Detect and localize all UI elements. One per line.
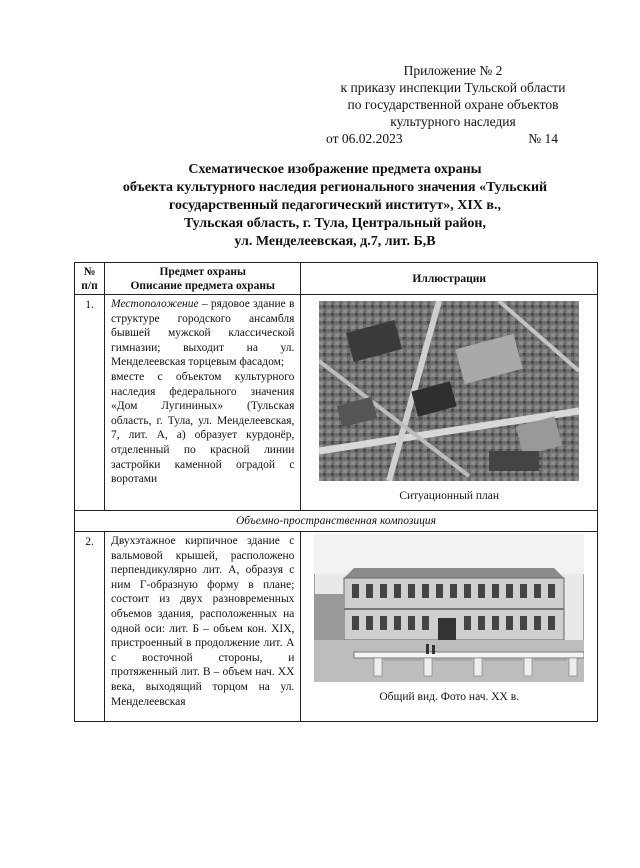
building-photo-image	[314, 534, 584, 682]
document-title	[80, 161, 590, 251]
order-date: от 06.02.2023	[326, 131, 403, 146]
photo-caption: Общий вид. Фото нач. XX в.	[379, 690, 520, 703]
description-text: вместе с объектом культурного наследия федерального значения «Дом Лугининых» (Тульская область, г. Тула, ул. Менделеевская, 7, лит. А, а) образует курдонёр, отделенный по красной линии застройки каменной оградой с воротами	[111, 370, 295, 486]
header-text: п/п	[81, 279, 98, 292]
header-number	[75, 263, 105, 295]
appendix-line: к приказу инспекции Тульской области	[340, 80, 566, 95]
appendix-date-row	[318, 130, 588, 147]
protection-table	[74, 262, 598, 722]
illustration-cell	[301, 532, 598, 722]
section-heading: Объемно-пространственная композиция	[75, 511, 598, 532]
appendix-header	[318, 62, 588, 147]
description-text: – рядовое здание в структуре городского ансамбля бывшей мужской классической гимназии; выходит на ул. Менделеевская торцевым фасадом;	[111, 298, 295, 369]
order-number: № 14	[528, 131, 558, 146]
header-text: Предмет охраны	[159, 265, 246, 278]
header-text: №	[83, 265, 96, 278]
title-line: ул. Менделеевская, д.7, лит. Б,В	[234, 234, 436, 249]
header-text: Описание предмета охраны	[130, 279, 275, 292]
map-caption: Ситуационный план	[399, 489, 500, 502]
table-section-row	[75, 511, 598, 532]
title-line: государственный педагогический институт», XIX в.,	[169, 198, 501, 213]
row-description	[105, 295, 301, 511]
row-description	[105, 532, 301, 722]
description-text: Двухэтажное кирпичное здание с вальмовой крышей, расположено перпендикулярно лит. А, образуя с ним Г-образную форму в плане; состоит из двух разновременных объемов здания, расположенных на одной оси: лит. Б – объем кон. XIX, пристроенный в продолжение лит. А с восточной стороны, и протяженный лит. В – объем нач. XX века, выходящий торцом на ул. Менделеевская	[111, 535, 295, 708]
table-row	[75, 295, 598, 511]
row-number: 1.	[75, 295, 105, 511]
table-row	[75, 532, 598, 722]
title-line: Схематическое изображение предмета охраны	[188, 162, 482, 177]
row-number: 2.	[75, 532, 105, 722]
header-illustrations: Иллюстрации	[301, 263, 598, 295]
table-header-row	[75, 263, 598, 295]
title-line: Тульская область, г. Тула, Центральный район,	[184, 216, 486, 231]
header-subject	[105, 263, 301, 295]
title-line: объекта культурного наследия регионального значения «Тульский	[122, 180, 548, 195]
location-label: Местоположение	[111, 298, 199, 310]
appendix-line: по государственной охране объектов	[347, 97, 559, 112]
illustration-cell	[301, 295, 598, 511]
aerial-map-image	[319, 301, 579, 481]
appendix-line: Приложение № 2	[403, 63, 503, 78]
appendix-line: культурного наследия	[390, 114, 516, 129]
